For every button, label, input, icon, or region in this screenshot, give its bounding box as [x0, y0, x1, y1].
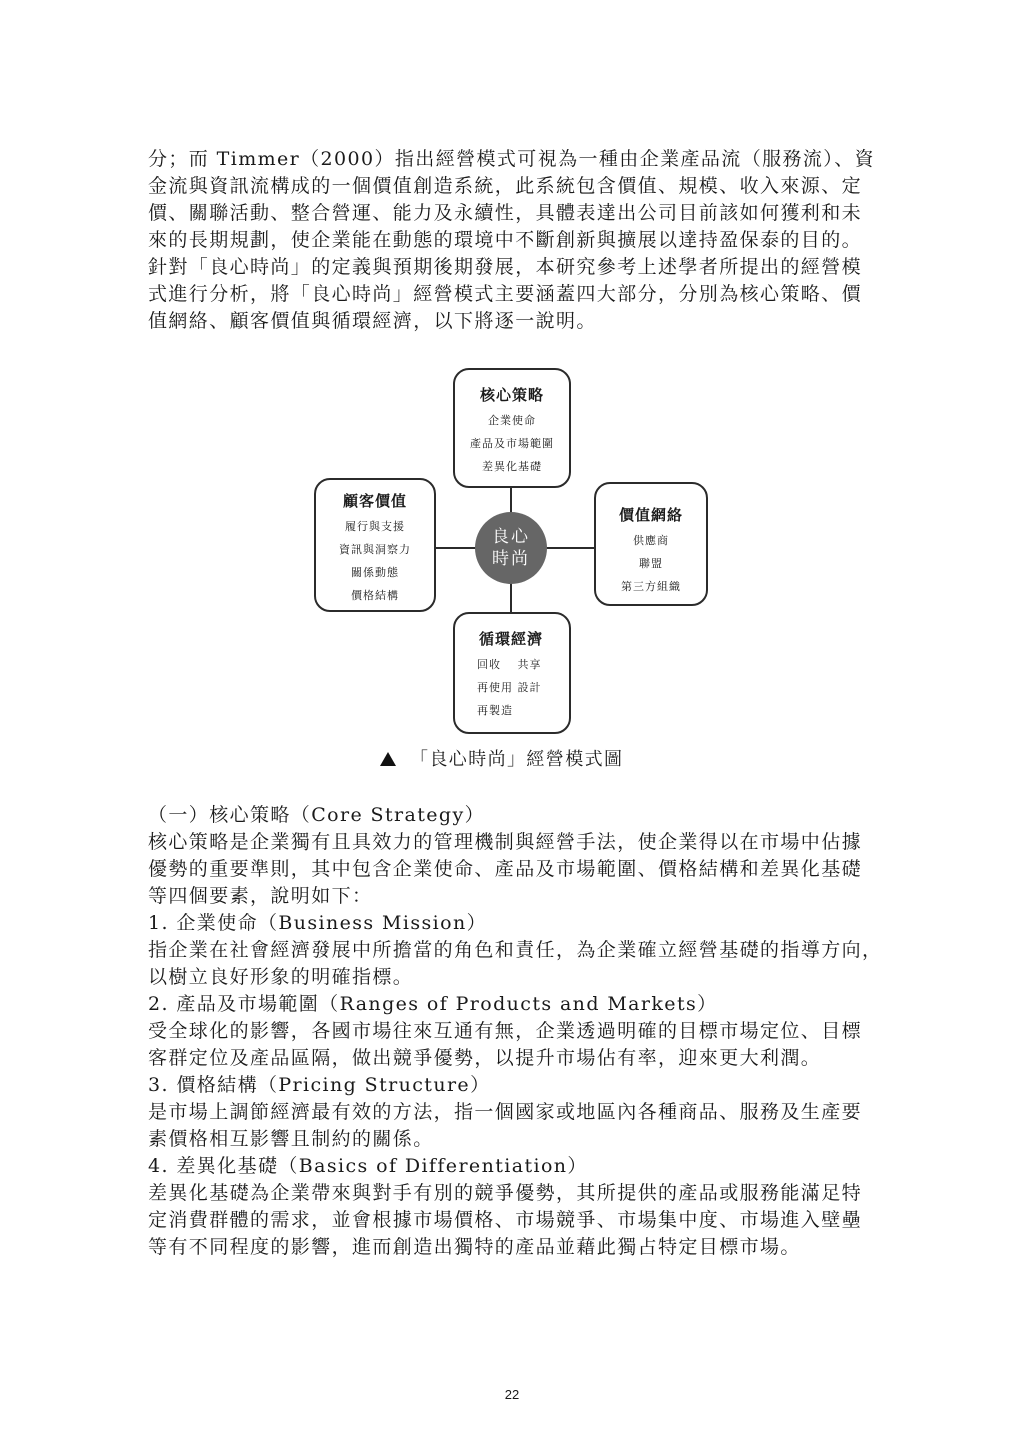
text-line: 等四個要素，說明如下： — [148, 885, 373, 907]
value-network-box — [594, 482, 708, 606]
text-line: 優勢的重要準則，其中包含企業使命、產品及市場範圍、價格結構和差異化基礎 — [148, 858, 863, 880]
text-line: 指企業在社會經濟發展中所擔當的角色和責任，為企業確立經營基礎的指導方向， — [148, 939, 883, 961]
connector-left — [434, 547, 477, 549]
item-body — [148, 1180, 884, 1261]
text-line: 等有不同程度的影響，進而創造出獨特的產品並藉此獨占特定目標市場。 — [148, 1236, 801, 1258]
box-item: 差異化基礎 — [482, 460, 542, 473]
text-line: 價、關聯活動、整合營運、能力及永續性，具體表達出公司目前該如何獲利和未 — [148, 202, 863, 224]
box-item: 關係動態 — [351, 566, 399, 579]
text-line: 金流與資訊流構成的一個價值創造系統，此系統包含價值、規模、收入來源、定 — [148, 175, 863, 197]
box-item: 履行與支援 — [345, 520, 405, 533]
center-label-line2: 時尚 — [492, 549, 530, 569]
box-item: 資訊與洞察力 — [339, 543, 411, 556]
text-line: 式進行分析，將「良心時尚」經營模式主要涵蓋四大部分，分別為核心策略、價 — [148, 283, 863, 305]
box-item: 價格結構 — [351, 589, 399, 602]
text-line: 以樹立良好形象的明確指標。 — [148, 966, 414, 988]
text-line: 來的長期規劃，使企業能在動態的環境中不斷創新與擴展以達持盈保泰的目的。 — [148, 229, 863, 251]
business-model-diagram — [310, 362, 710, 742]
box-item: 第三方組織 — [621, 580, 681, 593]
item-body — [148, 1018, 884, 1072]
box-item: 回收 共享 — [477, 658, 542, 671]
item-heading: 4. 差異化基礎（Basics of Differentiation） — [148, 1155, 588, 1177]
core-strategy-box — [453, 368, 571, 488]
center-circle — [475, 512, 547, 584]
box-item: 供應商 — [633, 534, 669, 547]
item-heading: 3. 價格結構（Pricing Structure） — [148, 1074, 491, 1096]
item-heading: 1. 企業使命（Business Mission） — [148, 912, 488, 934]
item-heading: 2. 產品及市場範圍（Ranges of Products and Markets） — [148, 993, 718, 1015]
text-line: 值網絡、顧客價值與循環經濟，以下將逐一說明。 — [148, 310, 597, 332]
box-item: 再製造 — [477, 704, 513, 717]
value-network-title: 價值網絡 — [618, 506, 683, 524]
box-item: 產品及市場範圍 — [470, 437, 554, 450]
page-number: 22 — [504, 1387, 520, 1402]
box-item: 企業使命 — [488, 414, 536, 427]
item-body — [148, 937, 884, 991]
box-item: 聯盟 — [639, 557, 663, 570]
customer-value-box — [314, 478, 436, 612]
circular-economy-box — [453, 612, 571, 734]
text-line: 客群定位及產品區隔，做出競爭優勢，以提升市場佔有率，迎來更大利潤。 — [148, 1047, 822, 1069]
connector-right — [545, 547, 595, 549]
intro-paragraph — [148, 146, 884, 335]
text-line: 是市場上調節經濟最有效的方法，指一個國家或地區內各種商品、服務及生產要 — [148, 1101, 863, 1123]
core-strategy-title: 核心策略 — [479, 386, 544, 404]
customer-value-title: 顧客價值 — [342, 492, 407, 510]
center-label-line1: 良心 — [492, 527, 530, 547]
text-line: 素價格相互影響且制約的關係。 — [148, 1128, 434, 1150]
triangle-icon — [380, 752, 396, 766]
connector-top — [510, 486, 512, 514]
section-body — [148, 829, 884, 910]
figure-caption-text: 「良心時尚」經營模式圖 — [410, 749, 624, 770]
text-line: 核心策略是企業獨有且具效力的管理機制與經營手法，使企業得以在市場中佔據 — [148, 831, 863, 853]
circular-economy-title: 循環經濟 — [479, 630, 544, 648]
item-body — [148, 1099, 884, 1153]
text-line: 定消費群體的需求，並會根據市場價格、市場競爭、市場集中度、市場進入壁壘 — [148, 1209, 863, 1231]
section-heading: （一）核心策略（Core Strategy） — [148, 804, 485, 826]
text-line: 分；而 Timmer（2000）指出經營模式可視為一種由企業產品流（服務流）、資 — [148, 148, 876, 170]
text-line: 差異化基礎為企業帶來與對手有別的競爭優勢，其所提供的產品或服務能滿足特 — [148, 1182, 863, 1204]
box-item: 再使用 設計 — [477, 681, 542, 694]
text-line: 針對「良心時尚」的定義與預期後期發展，本研究參考上述學者所提出的經營模 — [148, 256, 863, 278]
connector-bottom — [510, 582, 512, 612]
text-line: 受全球化的影響，各國市場往來互通有無，企業透過明確的目標市場定位、目標 — [148, 1020, 863, 1042]
figure-caption — [380, 745, 623, 771]
